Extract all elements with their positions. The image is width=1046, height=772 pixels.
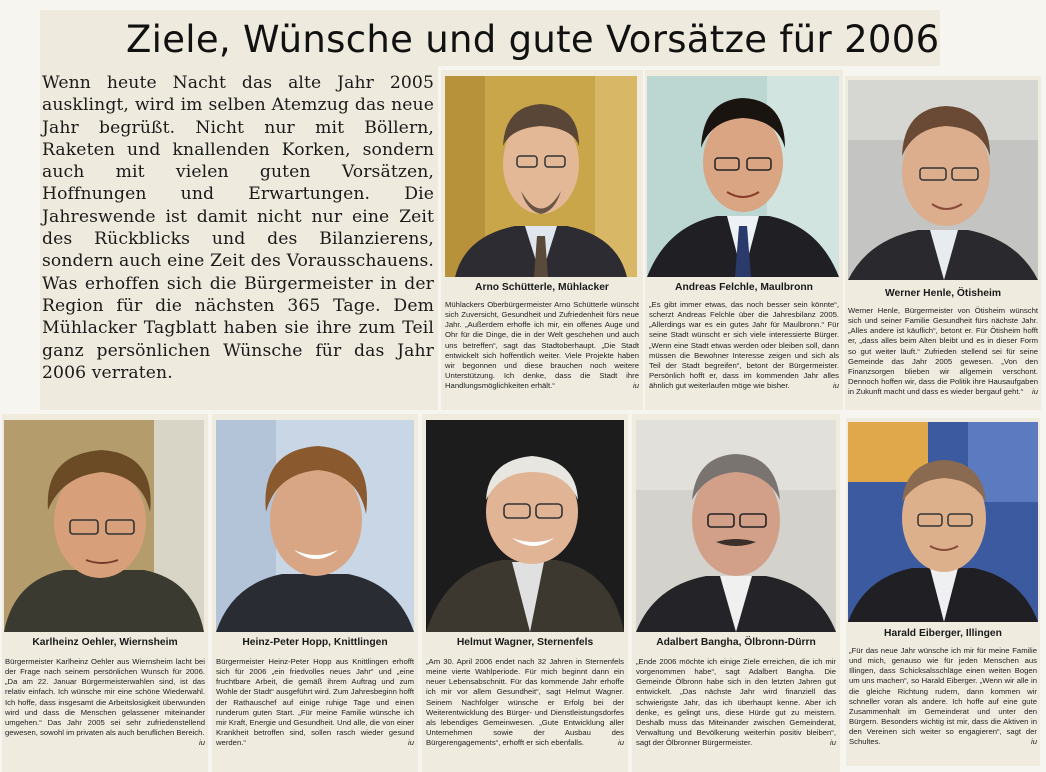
mayor-quote: „Es gibt immer etwas, das noch besser sein könnte“, scherzt Andreas Felchle über die Jahresbilanz 2005. „Allerdings war es ein gutes Jahr für Maulbronn.“ Für seine Stadt wünscht er sich viele interessierte Bürger. „Wenn eine Stadt etwas werden oder bleiben soll, dann müssen die Bewohner Interesse zeigen und sich als Teil der Stadt begreifen“, betont der Bürgermeister. Persönlich hofft er, dass im kommenden Jahr alles ähnlich gut weiterlaufen möge wie bisher. iu — [649, 300, 839, 391]
mayor-name: Adalbert Bangha, Ölbronn-Dürrn — [656, 637, 816, 648]
author-initials: iu — [833, 381, 839, 391]
author-initials: iu — [618, 738, 624, 748]
intro-box — [40, 66, 438, 410]
mayor-card-hopp — [212, 414, 418, 772]
mayor-name: Karlheinz Oehler, Wiernsheim — [32, 637, 178, 648]
mayor-quote: Bürgermeister Karlheinz Oehler aus Wiernsheim lacht bei der Frage nach seinem persönlichen Wunsch für 2006. „Da am 22. Januar Bürgermeisterwahlen sind, ist das relativ einfach. Ich wünsche mir eine schöne Wiederwahl. Ich hoffe, dass insgesamt die Arbeitslosigkeit überwunden wird und dass die Menschen gelassener miteinander umgehen.“ Das Jahr 2005 sei sehr zufriedenstellend gewesen, sowohl im privaten als auch beruflichen Bereich. iu — [5, 657, 205, 748]
author-initials: iu — [408, 738, 414, 748]
mayor-quote: Werner Henle, Bürgermeister von Ötisheim wünscht sich und seiner Familie Gesundheit fürs nächste Jahr. „Alles andere ist käuflich“, betont er. Für Ötisheim hofft er, „dass alles beim Alten bleibt und es in dieser Form so gut weiter läuft.“ Zufrieden stellend sei für seine Gemeinde das Jahr 2005 gewesen. „Von den Finanzsorgen blieben wir allgemein verschont. Dennoch hoffen wir, dass die Politik ihre Hausaufgaben in Zukunft macht und dass es wieder bergauf geht.“ iu — [848, 306, 1038, 397]
mayor-card-oehler — [2, 414, 208, 772]
author-initials: iu — [1031, 737, 1037, 747]
mayor-name: Heinz-Peter Hopp, Knittlingen — [242, 637, 388, 648]
mayor-name: Arno Schütterle, Mühlacker — [475, 282, 609, 293]
author-initials: iu — [830, 738, 836, 748]
mayor-card-felchle — [645, 70, 843, 410]
portrait-photo — [636, 420, 836, 632]
mayor-name: Harald Eiberger, Illingen — [884, 628, 1002, 639]
mayor-card-wagner — [422, 414, 628, 772]
mayor-name: Werner Henle, Ötisheim — [885, 288, 1001, 299]
portrait-photo — [848, 422, 1038, 622]
mayor-card-bangha — [632, 414, 840, 772]
portrait-photo — [426, 420, 624, 632]
author-initials: iu — [1032, 387, 1038, 397]
mayor-card-schuetterle — [441, 70, 643, 410]
mayor-quote: „Ende 2006 möchte ich einige Ziele erreichen, die ich mir vorgenommen habe“, sagt Adalbert Bangha. Die Gemeinde Ölbronn habe sich in den letzten Jahren gut entwickelt. „Das nächste Jahr wird finanziell das schwierigste Jahr, das ich überhaupt kenne. Aber ich denke, es gelingt uns, diese Hürde gut zu meistern. Deshalb muss das Miteinander zwischen Gemeinderat, Verwaltung und Bevölkerung weiterhin positiv bleiben“, sagt der Ölbronner Bürgermeister. iu — [636, 657, 836, 748]
mayor-quote: Bürgermeister Heinz-Peter Hopp aus Knittlingen erhofft sich für 2006 „ein friedvolles neues Jahr“ und „eine fruchtbare Arbeit, die gemäß ihrem Auftrag und zum Wohle der Stadt“ ausgeführt wird. Zum Jahresbeginn hofft der Rathauschef auf einige ruhige Tage und einen runderum guten Start. „Für meine Familie wünsche ich mir Kraft, Energie und Gesundheit. Und alle, die von einer Krankheit betroffen sind, sollen rasch wieder gesund werden.“ iu — [216, 657, 414, 748]
mayor-quote: Mühlackers Oberbürgermeister Arno Schütterle wünscht sich Zuversicht, Gesundheit und Zufriedenheit fürs neue Jahr. „Außerdem erhoffe ich mir, ein offenes Auge und Ohr für die Dinge, die in der Welt geschehen und auch uns betreffen“, sagt das Stadtoberhaupt. „Die Stadt entwickelt sich hoffentlich weiter. Viele Projekte haben wir begonnen und diese brauchen noch weitere Unterstützung. Ich denke, dass die Stadt ihre Handlungsmöglichkeiten erhält.“ iu — [445, 300, 639, 391]
mayor-quote: „Für das neue Jahr wünsche ich mir für meine Familie und mich, genauso wie für jeden Menschen aus Illingen, dass Schicksalsschläge einen weiten Bogen um uns machen“, so Harald Eiberger. „Wenn wir alle in die gleiche Richtung rudern, dann kommen wir schneller voran als andere. Ich hoffe auf eine gute Zusammenhalt im Gemeinderat und unter den Bürgern. Besonders wichtig ist mir, dass die Aktiven in den Vereinen sich weiter so engagieren“, sagt der Schultes. iu — [849, 646, 1037, 747]
intro-text: Wenn heute Nacht das alte Jahr 2005 ausklingt, wird im selben Atemzug das neue Jahr begrüßt. Nicht nur mit Böllern, Raketen und knallenden Korken, sondern auch mit vielen guten Vorsätzen, Hoffnungen und Erwartungen. Die Jahreswende ist damit nicht nur eine Zeit des Rückblicks und des Bilanzierens, sondern auch eine Zeit des Vorausschauens. Was erhoffen sich die Bürgermeister in der Region für die nächsten 365 Tage. Dem Mühlacker Tagblatt haben sie ihre zum Teil ganz persönlichen Wünsche für das Jahr 2006 verraten. — [42, 73, 434, 383]
mayor-name: Andreas Felchle, Maulbronn — [675, 282, 813, 293]
headline: Ziele, Wünsche und gute Vorsätze für 2006 — [126, 18, 940, 61]
portrait-photo — [647, 76, 839, 277]
mayor-card-henle — [845, 76, 1041, 410]
mayor-name: Helmut Wagner, Sternenfels — [456, 637, 594, 648]
mayor-card-eiberger — [846, 418, 1040, 766]
headline-box — [40, 10, 940, 66]
author-initials: iu — [199, 738, 205, 748]
portrait-photo — [848, 80, 1038, 280]
author-initials: iu — [633, 381, 639, 391]
mayor-quote: „Am 30. April 2006 endet nach 32 Jahren in Sternenfels meine vierte Wahlperiode. Für mich beginnt dann ein neuer Lebensabschnitt. Für das kommende Jahr erhoffe ich mir vor allem Gesundheit“, sagt Helmut Wagner. Seinem Nachfolger wünsche er Erfolg bei der Weiterentwicklung des Bürger- und Dienstleistungsdorfes als lebendiges Gemeinwesen. „Gute Entwicklung aller Unternehmen sowie der Ausbau des Bürgerengagements“, erhofft er sich ebenfalls. iu — [426, 657, 624, 748]
portrait-photo — [4, 420, 204, 632]
portrait-photo — [445, 76, 637, 277]
portrait-photo — [216, 420, 414, 632]
